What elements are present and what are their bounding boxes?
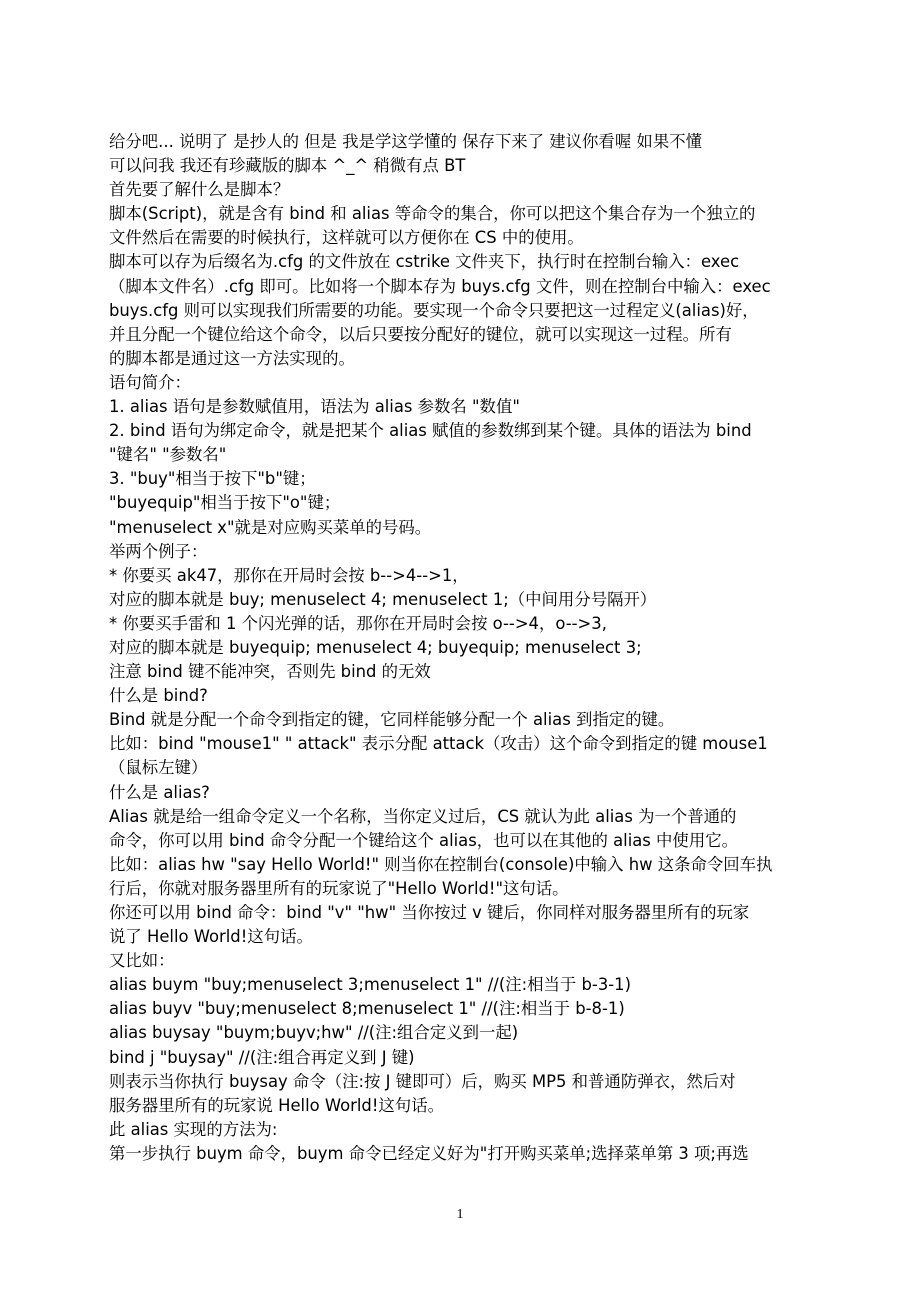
text-line: 2. bind 语句为绑定命令，就是把某个 alias 赋值的参数绑到某个键。具体的语法为 bind bbox=[109, 421, 752, 441]
text-line: 你还可以用 bind 命令：bind "v" "hw" 当你按过 v 键后，你同样对服务器里所有的玩家 bbox=[109, 903, 750, 922]
text-line: 说了 Hello World!这句话。 bbox=[109, 927, 313, 947]
text-line: 并且分配一个键位给这个命令，以后只要按分配好的键位，就可以实现这一过程。所有 bbox=[109, 324, 732, 344]
text-line: 此 alias 实现的方法为: bbox=[109, 1119, 278, 1139]
text-line: 行后，你就对服务器里所有的玩家说了"Hello World!"这句话。 bbox=[109, 878, 569, 898]
text-line: 举两个例子： bbox=[109, 541, 208, 561]
text-line: alias buyv "buy;menuselect 8;menuselect 1" //(注:相当于 b-8-1) bbox=[109, 999, 625, 1019]
text-line: 第一步执行 buym 命令，buym 命令已经定义好为"打开购买菜单;选择菜单第 3 项;再选 bbox=[109, 1143, 749, 1163]
text-line: （鼠标左键） bbox=[109, 758, 208, 778]
text-line: 对应的脚本就是 buyequip; menuselect 4; buyequip; menuselect 3; bbox=[109, 637, 642, 657]
text-line: alias buym "buy;menuselect 3;menuselect 1" //(注:相当于 b-3-1) bbox=[109, 975, 631, 995]
text-line: 对应的脚本就是 buy; menuselect 4; menuselect 1;（中间用分号隔开） bbox=[109, 589, 657, 609]
text-line: "buyequip"相当于按下"o"键； bbox=[109, 493, 341, 513]
text-line: 文件然后在需要的时候执行，这样就可以方便你在 CS 中的使用。 bbox=[109, 228, 584, 248]
text-line: 语句简介： bbox=[109, 372, 191, 392]
text-line: 服务器里所有的玩家说 Hello World!这句话。 bbox=[109, 1095, 444, 1115]
text-line: 什么是 alias? bbox=[109, 782, 210, 802]
text-line: 3. "buy"相当于按下"b"键； bbox=[109, 469, 316, 489]
text-line: 什么是 bind? bbox=[109, 686, 208, 706]
text-line: 命令，你可以用 bind 命令分配一个键给这个 alias，也可以在其他的 alias 中使用它。 bbox=[109, 830, 738, 850]
text-line: 脚本可以存为后缀名为.cfg 的文件放在 cstrike 文件夹下，执行时在控制台输入：exec bbox=[109, 252, 740, 272]
text-line: 可以问我 我还有珍藏版的脚本 ^_^ 稍微有点 BT bbox=[109, 156, 466, 176]
text-line: 首先要了解什么是脚本？ bbox=[109, 180, 290, 200]
text-line: 又比如： bbox=[109, 951, 175, 971]
text-line: 比如：alias hw "say Hello World!" 则当你在控制台(console)中输入 hw 这条命令回车执 bbox=[109, 854, 773, 874]
document-body bbox=[109, 130, 819, 1166]
text-line: alias buysay "buym;buyv;hw" //(注:组合定义到一起) bbox=[109, 1023, 519, 1043]
page-number: 1 bbox=[456, 1207, 464, 1222]
text-line: * 你要买手雷和 1 个闪光弹的话，那你在开局时会按 o-->4，o-->3, bbox=[109, 613, 607, 633]
text-line: 脚本(Script)，就是含有 bind 和 alias 等命令的集合，你可以把这个集合存为一个独立的 bbox=[109, 204, 756, 224]
text-line: * 你要买 ak47，那你在开局时会按 b-->4-->1， bbox=[109, 565, 469, 585]
text-line: （脚本文件名）.cfg 即可。比如将一个脚本存为 buys.cfg 文件，则在控制台中输入：exec bbox=[109, 276, 771, 296]
text-line: Bind 就是分配一个命令到指定的键，它同样能够分配一个 alias 到指定的键。 bbox=[109, 710, 675, 730]
text-line: bind j "buysay" //(注:组合再定义到 J 键) bbox=[109, 1047, 415, 1067]
text-line: 注意 bind 键不能冲突，否则先 bind 的无效 bbox=[109, 662, 431, 682]
text-line: 比如：bind "mouse1" " attack" 表示分配 attack（攻击）这个命令到指定的键 mouse1 bbox=[109, 734, 768, 754]
text-line: Alias 就是给一组命令定义一个名称，当你定义过后，CS 就认为此 alias 为一个普通的 bbox=[109, 806, 737, 826]
text-line: 1. alias 语句是参数赋值用，语法为 alias 参数名 "数值" bbox=[109, 397, 520, 417]
text-line: "键名" "参数名" bbox=[109, 445, 227, 465]
text-line: buys.cfg 则可以实现我们所需要的功能。要实现一个命令只要把这一过程定义(alias)好， bbox=[109, 300, 759, 320]
text-line: 给分吧... 说明了 是抄人的 但是 我是学这学懂的 保存下来了 建议你看喔 如果不懂 bbox=[109, 132, 702, 151]
text-line: 的脚本都是通过这一方法实现的。 bbox=[109, 348, 355, 368]
text-line: 则表示当你执行 buysay 命令（注:按 J 键即可）后，购买 MP5 和普通防弹衣，然后对 bbox=[109, 1071, 736, 1091]
text-line: "menuselect x"就是对应购买菜单的号码。 bbox=[109, 517, 432, 537]
